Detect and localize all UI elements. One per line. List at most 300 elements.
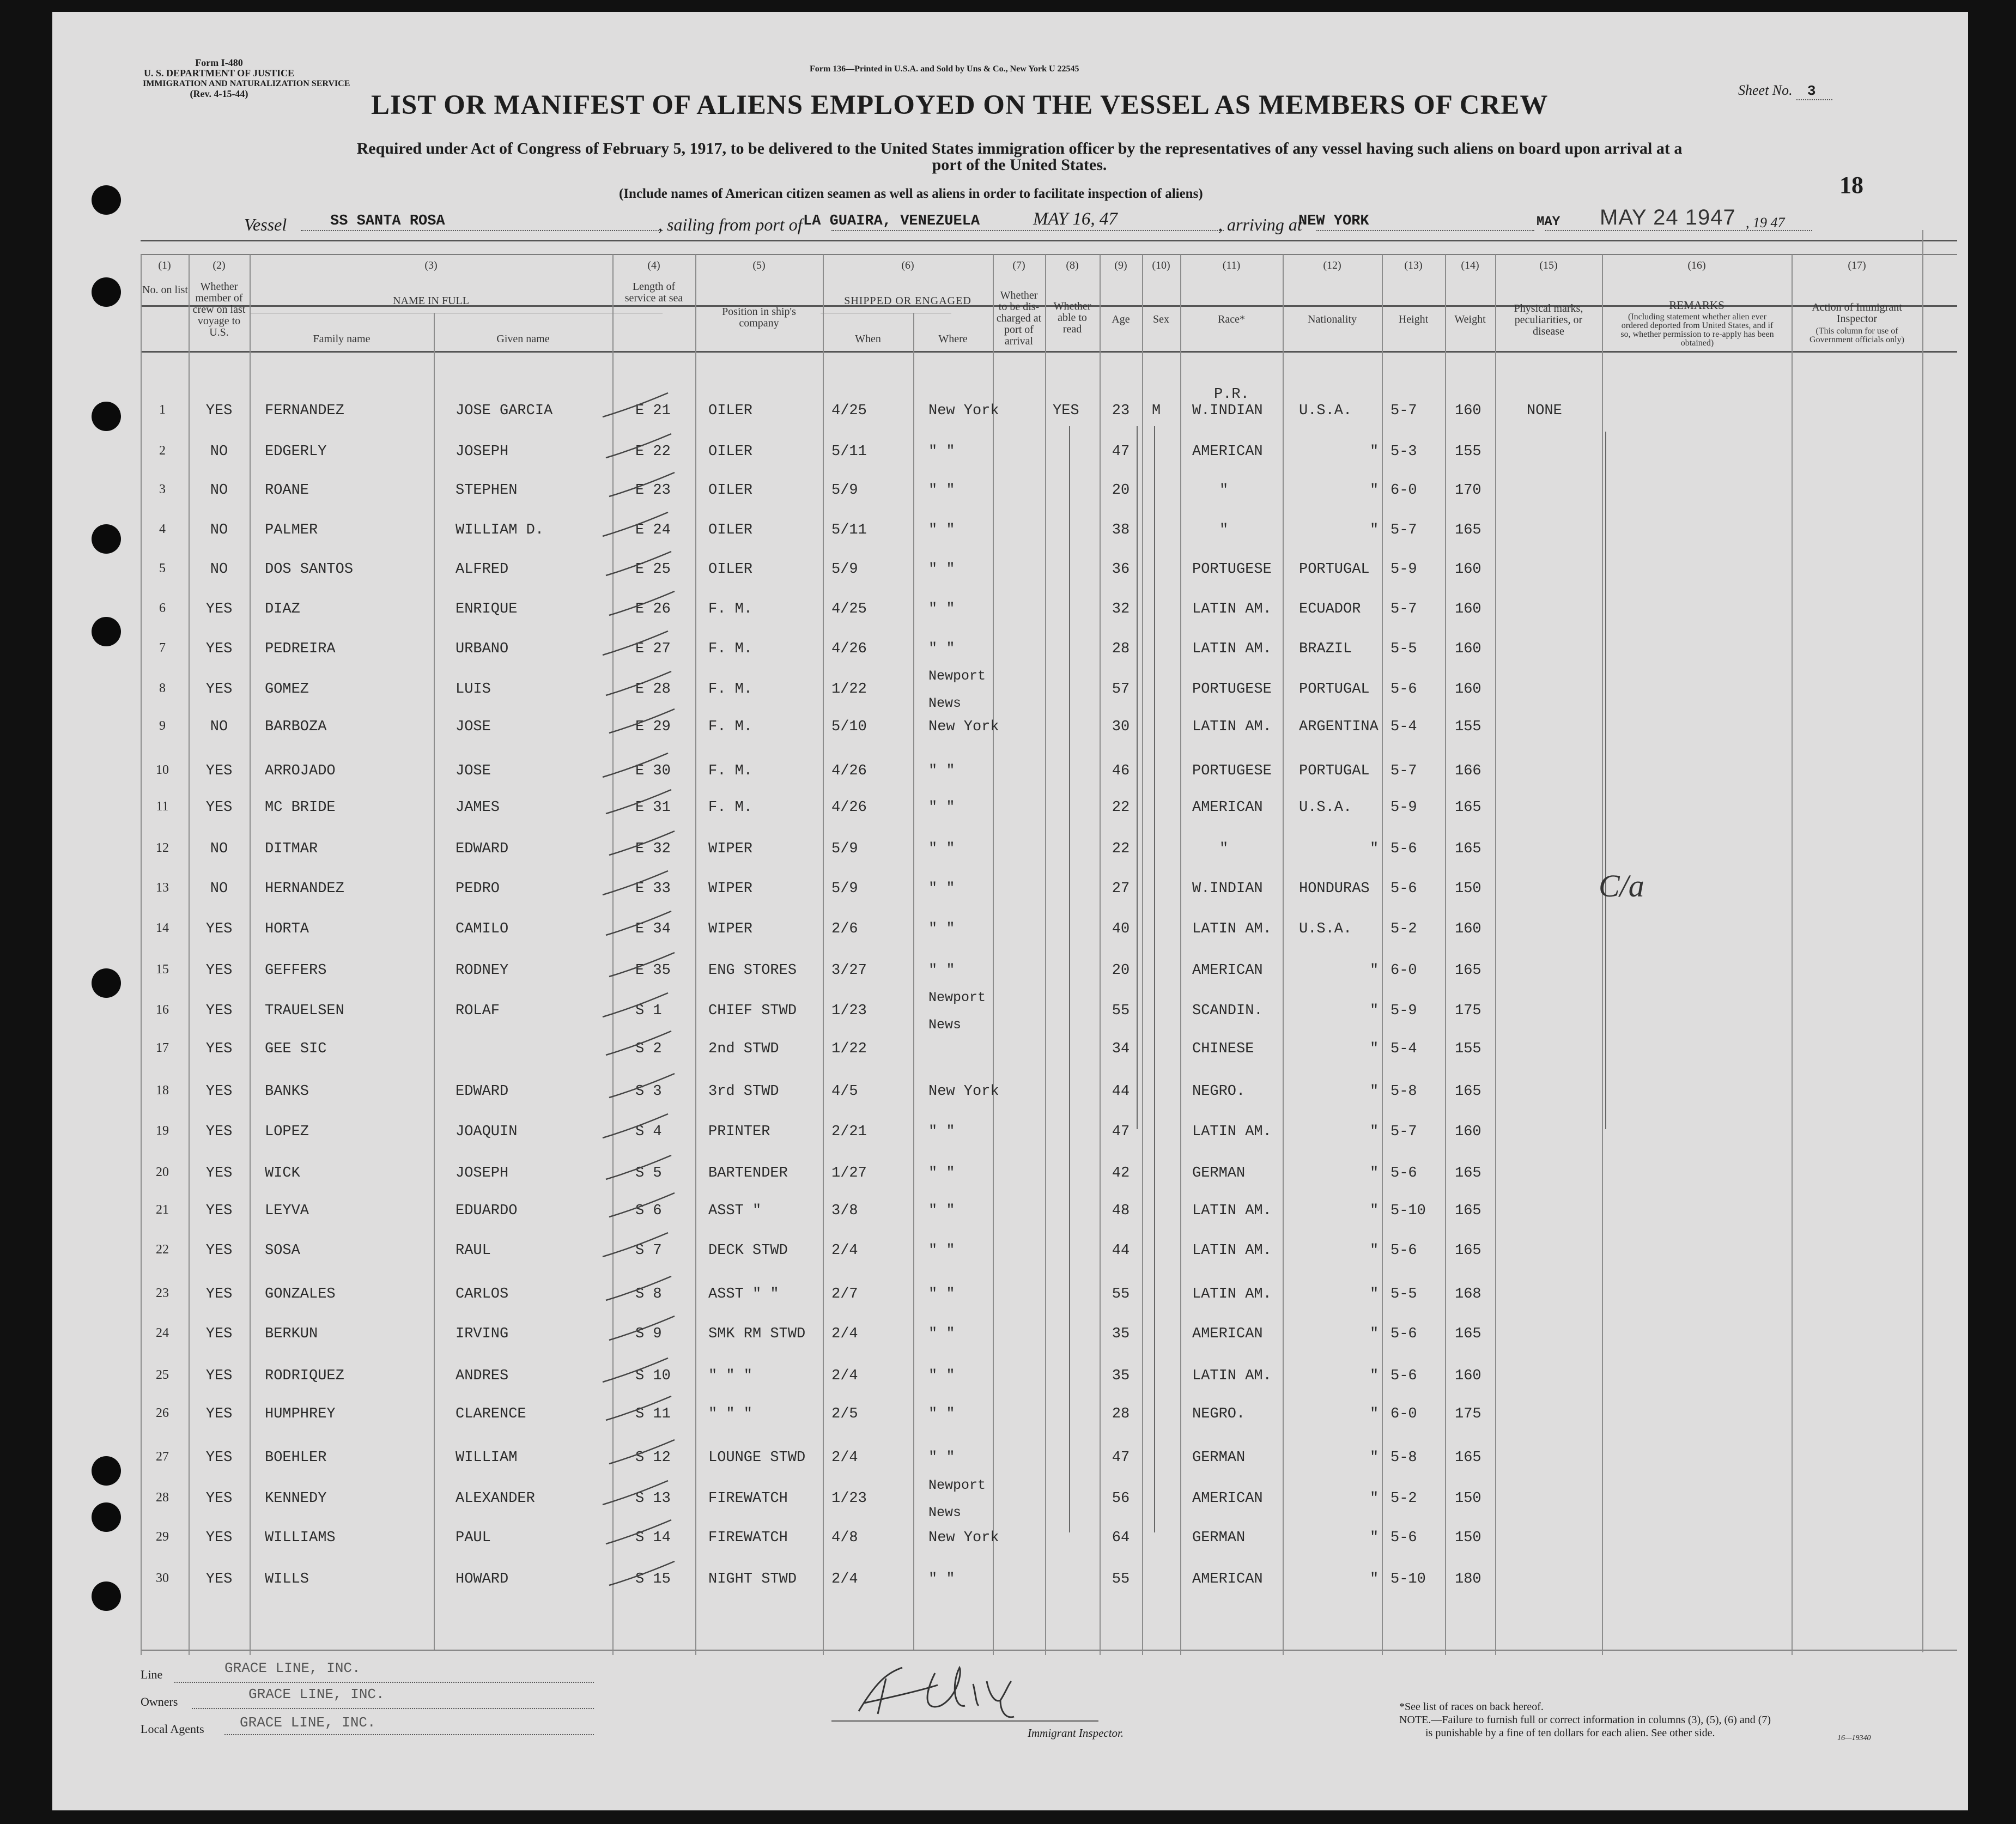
cell-no: 26 [156,1406,169,1420]
cell-race: PORTUGESE [1192,561,1272,578]
check-mark-icon [597,627,673,659]
cell-given: EDWARD [456,841,509,857]
cell-family: BARBOZA [265,719,327,735]
header-nationality: Nationality [1308,313,1357,325]
col-number: (11) [1222,259,1241,271]
cell-crew: YES [205,1490,233,1507]
cell-crew: YES [205,962,233,979]
check-mark-icon [597,866,673,899]
cell-service: S 2 [635,1041,662,1057]
header-when: When [855,333,881,345]
line-value: GRACE LINE, INC. [224,1660,361,1676]
cell-weight: 165 [1455,1203,1481,1219]
cell-given: STEPHEN [456,482,518,499]
check-mark-icon [604,1069,680,1102]
cell-position: FIREWATCH [708,1490,788,1507]
cell-position: 3rd STWD [708,1083,779,1100]
cell-service: E 21 [635,403,671,419]
cell-given: JOSE [456,763,491,779]
cell-service: S 10 [635,1368,671,1384]
cell-race: GERMAN [1192,1165,1246,1181]
cell-nat: U.S.A. [1299,799,1352,816]
header-weight: Weight [1454,313,1486,325]
cell-nat: PORTUGAL [1299,561,1370,578]
cell-race-note: P.R. [1214,386,1249,403]
cell-no: 24 [156,1326,169,1340]
cell-height: 5-2 [1390,921,1417,937]
header-given-name: Given name [496,333,550,345]
col-number: (9) [1114,259,1127,271]
cell-nat: PORTUGAL [1299,681,1370,698]
cell-crew: YES [205,921,233,937]
cell-age: 47 [1112,444,1130,460]
cell-crew: YES [205,1041,233,1057]
cell-age: 22 [1112,799,1130,816]
cell-race: GERMAN [1192,1450,1246,1466]
col-number: (16) [1687,259,1706,271]
cell-given: JOSE GARCIA [456,403,553,419]
check-mark-icon [597,1110,673,1142]
cell-nat: BRAZIL [1299,641,1352,657]
col-number: (3) [424,259,438,271]
cell-given: IRVING [456,1326,509,1342]
cell-where: " " [928,1165,955,1181]
cell-position: ASST " [708,1203,762,1219]
cell-age: 55 [1112,1003,1130,1019]
vessel-name: SS SANTA ROSA [330,213,445,229]
cell-family: HUMPHREY [265,1406,336,1422]
cell-family: WILLS [265,1571,309,1587]
cell-service: S 4 [635,1124,662,1140]
header-height: Height [1398,313,1429,325]
cell-service: S 9 [635,1326,662,1342]
cell-where: " " [928,522,955,538]
cell-position: " " " [708,1406,753,1422]
cell-family: WICK [265,1165,300,1181]
sailing-date: MAY 16, 47 [1033,209,1118,229]
cell-age: 47 [1112,1124,1130,1140]
cell-weight: 166 [1455,763,1481,779]
header-inspector-detail: (This column for use of Government officials only) [1809,326,1904,344]
cell-family: DITMAR [265,841,318,857]
cell-service: S 14 [635,1530,671,1546]
cell-race: LATIN AM. [1192,1243,1272,1259]
service-name: IMMIGRATION AND NATURALIZATION SERVICE [143,79,350,88]
cell-crew: YES [205,1571,233,1587]
cell-where: " " [928,1571,955,1587]
cell-given: CAMILO [456,921,509,937]
cell-given: ENRIQUE [456,601,518,617]
arrival-date-stamp: MAY 24 1947 [1600,205,1736,229]
cell-where: " " [928,1406,955,1422]
penalty-note: NOTE.—Failure to furnish full or correct information in columns (3), (5), (6) and (7) [1399,1714,1771,1726]
cell-race: AMERICAN [1192,1571,1263,1587]
cell-race: AMERICAN [1192,1326,1263,1342]
cell-where: " " [928,1368,955,1384]
cell-weight: 150 [1455,881,1481,897]
cell-where-line2: News [928,695,962,711]
subtitle-instruction: (Include names of American citizen seamen as well as aliens in order to facilitate inspection of aliens) [619,186,1203,201]
ditto-line [1154,426,1155,1532]
cell-height: 5-9 [1390,561,1417,578]
cell-family: BERKUN [265,1326,318,1342]
cell-service: S 1 [635,1003,662,1019]
cell-age: 48 [1112,1203,1130,1219]
cell-given: RAUL [456,1243,491,1259]
cell-height: 6-0 [1390,1406,1417,1422]
cell-race: LATIN AM. [1192,601,1272,617]
cell-height: 5-7 [1390,601,1417,617]
cell-position: NIGHT STWD [708,1571,797,1587]
cell-service: S 8 [635,1286,662,1302]
cell-position: OILER [708,403,753,419]
cell-race: NEGRO. [1192,1083,1246,1100]
punch-hole [92,1502,121,1532]
cell-position: LOUNGE STWD [708,1450,806,1466]
cell-nat: U.S.A. [1299,921,1352,937]
cell-weight: 165 [1455,841,1481,857]
check-mark-icon [604,705,680,737]
cell-service: E 27 [635,641,671,657]
cell-position: DECK STWD [708,1243,788,1259]
cell-position: FIREWATCH [708,1530,788,1546]
cell-when: 1/23 [831,1003,867,1019]
cell-crew: YES [205,763,233,779]
cell-no: 7 [159,641,166,655]
check-mark-icon [597,1354,673,1386]
cell-weight: 160 [1455,1368,1481,1384]
cell-service: E 31 [635,799,671,816]
cell-given: WILLIAM [456,1450,518,1466]
cell-position: WIPER [708,841,753,857]
cell-where: " " [928,601,955,617]
form-number: Form I-480 [195,57,243,68]
cell-race: " [1219,841,1229,857]
check-mark-icon [600,1516,677,1548]
cell-given: ROLAF [456,1003,500,1019]
cell-nat: " [1370,1368,1379,1384]
check-mark-icon [604,948,680,981]
cell-no: 5 [159,561,166,575]
cell-weight: 160 [1455,561,1481,578]
sheet-number: 3 [1796,83,1832,100]
cell-height: 5-6 [1390,1530,1417,1546]
cell-where: " " [928,444,955,460]
cell-age: 23 [1112,403,1130,419]
cell-no: 17 [156,1041,169,1055]
cell-age: 34 [1112,1041,1130,1057]
cell-height: 5-9 [1390,1003,1417,1019]
cell-service: E 33 [635,881,671,897]
header-no-on-list: No. on list [142,284,188,296]
punch-hole [92,1581,121,1611]
cell-service: S 7 [635,1243,662,1259]
penalty-note-cont: is punishable by a fine of ten dollars for each alien. See other side. [1425,1727,1715,1739]
cell-crew: YES [205,799,233,816]
cell-when: 5/10 [831,719,867,735]
check-mark-icon [604,468,680,501]
cell-nat: " [1370,1490,1379,1507]
subtitle-line-2: port of the United States. [932,156,1107,174]
cell-weight: 170 [1455,482,1481,499]
col-number: (8) [1066,259,1079,271]
cell-age: 22 [1112,841,1130,857]
check-mark-icon [600,1151,677,1184]
cell-height: 5-8 [1390,1083,1417,1100]
cell-crew: YES [205,1326,233,1342]
cell-where: Newport [928,1477,986,1493]
cell-family: PALMER [265,522,318,538]
cell-height: 5-6 [1390,1243,1417,1259]
sailing-label: , sailing from port of [658,215,803,234]
cell-service: S 5 [635,1165,662,1181]
cell-no: 15 [156,962,169,977]
col-number: (6) [901,259,914,271]
cell-weight: 150 [1455,1490,1481,1507]
cell-position: SMK RM STWD [708,1326,806,1342]
col-number: (15) [1539,259,1558,271]
cell-race: LATIN AM. [1192,921,1272,937]
cell-no: 6 [159,601,166,615]
check-mark-icon [604,1189,680,1221]
cell-where: " " [928,881,955,897]
cell-where: " " [928,763,955,779]
cell-crew: YES [205,403,233,419]
cell-age: 44 [1112,1243,1130,1259]
cell-height: 5-7 [1390,1124,1417,1140]
cell-weight: 160 [1455,681,1481,698]
cell-height: 5-10 [1390,1203,1426,1219]
cell-crew: NO [210,522,228,538]
cell-nat: " [1370,1530,1379,1546]
cell-weight: 180 [1455,1571,1481,1587]
cell-nat: ARGENTINA [1299,719,1379,735]
arrival-year: , 19 47 [1746,215,1785,231]
cell-family: EDGERLY [265,444,327,460]
cell-nat: " [1370,1203,1379,1219]
punch-hole [92,402,121,431]
cell-position: CHIEF STWD [708,1003,797,1019]
cell-when: 3/8 [831,1203,858,1219]
corner-number: 18 [1839,172,1863,198]
cell-weight: 175 [1455,1406,1481,1422]
cell-where: " " [928,841,955,857]
cell-position: F. M. [708,799,753,816]
cell-height: 5-2 [1390,1490,1417,1507]
col-number: (12) [1323,259,1341,271]
department: U. S. DEPARTMENT OF JUSTICE [143,68,295,78]
handwritten-remark: C/a [1599,868,1644,904]
check-mark-icon [604,1435,680,1468]
cell-family: GEE SIC [265,1041,327,1057]
cell-when: 2/7 [831,1286,858,1302]
cell-given: WILLIAM D. [456,522,544,538]
cell-service: S 3 [635,1083,662,1100]
cell-crew: YES [205,1368,233,1384]
cell-age: 44 [1112,1083,1130,1100]
cell-nat: " [1370,1450,1379,1466]
check-mark-icon [597,389,673,421]
cell-age: 56 [1112,1490,1130,1507]
cell-race: AMERICAN [1192,962,1263,979]
cell-when: 4/8 [831,1530,858,1546]
cell-race: W.INDIAN [1192,403,1263,419]
cell-no: 21 [156,1203,169,1217]
inspector-label: Immigrant Inspector. [1028,1726,1124,1740]
cell-nat: " [1370,1003,1379,1019]
cell-no: 30 [156,1571,169,1585]
cell-age: 20 [1112,962,1130,979]
cell-when: 5/11 [831,522,867,538]
punch-hole [92,968,121,998]
col-number: (7) [1012,259,1025,271]
line-label: Line [141,1668,163,1681]
cell-crew: YES [205,641,233,657]
cell-race: W.INDIAN [1192,881,1263,897]
cell-position: WIPER [708,921,753,937]
cell-given: ALEXANDER [456,1490,535,1507]
cell-nat: " [1370,1243,1379,1259]
cell-given: CLARENCE [456,1406,526,1422]
sheet-number-field [1738,82,1832,99]
check-mark-icon [600,907,677,940]
cell-no: 14 [156,921,169,935]
cell-when: 1/22 [831,681,867,698]
cell-given: EDWARD [456,1083,509,1100]
check-mark-icon [604,827,680,859]
header-sex: Sex [1153,313,1169,325]
cell-family: LOPEZ [265,1124,309,1140]
cell-family: ARROJADO [265,763,336,779]
ditto-line [1605,432,1606,1129]
cell-height: 5-7 [1390,403,1417,419]
cell-given: PAUL [456,1530,491,1546]
cell-position: F. M. [708,763,753,779]
cell-nat: ECUADOR [1299,601,1361,617]
revision-date: (Rev. 4-15-44) [190,88,248,99]
cell-no: 1 [159,403,166,417]
header-race: Race* [1218,313,1245,325]
cell-family: BANKS [265,1083,309,1100]
cell-nat: " [1370,841,1379,857]
cell-height: 6-0 [1390,482,1417,499]
cell-when: 4/26 [831,763,867,779]
cell-sex: M [1152,403,1161,419]
cell-race: LATIN AM. [1192,1286,1272,1302]
cell-given: CARLOS [456,1286,509,1302]
cell-when: 2/5 [831,1406,858,1422]
cell-when: 1/23 [831,1490,867,1507]
check-mark-icon [597,749,673,781]
cell-race: AMERICAN [1192,799,1263,816]
cell-service: E 30 [635,763,671,779]
cell-weight: 165 [1455,1326,1481,1342]
cell-height: 5-7 [1390,522,1417,538]
cell-where: " " [928,962,955,979]
cell-age: 28 [1112,1406,1130,1422]
col-number: (2) [212,259,226,271]
cell-nat: " [1370,444,1379,460]
cell-given: JOSEPH [456,1165,509,1181]
cell-family: GONZALES [265,1286,336,1302]
cell-height: 5-6 [1390,841,1417,857]
cell-height: 5-5 [1390,1286,1417,1302]
check-mark-icon [600,429,677,462]
cell-crew: NO [210,719,228,735]
ditto-line [1069,426,1070,1532]
cell-family: RODRIQUEZ [265,1368,344,1384]
header-length-of-service: Length of service at sea [624,281,683,304]
col-number: (13) [1404,259,1423,271]
cell-age: 35 [1112,1326,1130,1342]
manifest-title: LIST OR MANIFEST OF ALIENS EMPLOYED ON THE VESSEL AS MEMBERS OF CREW [371,90,1549,120]
cell-service: S 11 [635,1406,671,1422]
cell-position: ASST " " [708,1286,779,1302]
form-id-block [143,57,350,99]
cell-when: 1/22 [831,1041,867,1057]
cell-family: PEDREIRA [265,641,336,657]
cell-service: E 26 [635,601,671,617]
cell-family: TRAUELSEN [265,1003,344,1019]
cell-crew: YES [205,681,233,698]
cell-height: 5-6 [1390,1165,1417,1181]
cell-age: 46 [1112,763,1130,779]
col-number: (5) [752,259,766,271]
cell-crew: NO [210,444,228,460]
header-inspector-action: Action of Immigrant Inspector [1812,301,1902,325]
cell-position: OILER [708,482,753,499]
cell-crew: NO [210,881,228,897]
cell-weight: 160 [1455,601,1481,617]
cell-race: PORTUGESE [1192,681,1272,698]
cell-nat: " [1370,522,1379,538]
cell-weight: 160 [1455,921,1481,937]
cell-nat: HONDURAS [1299,881,1370,897]
cell-position: ENG STORES [708,962,797,979]
check-mark-icon [604,1312,680,1344]
cell-race: NEGRO. [1192,1406,1246,1422]
cell-height: 5-3 [1390,444,1417,460]
cell-when: 2/4 [831,1243,858,1259]
cell-race: CHINESE [1192,1041,1254,1057]
check-mark-icon [600,1272,677,1305]
cell-height: 5-5 [1390,641,1417,657]
cell-age: 55 [1112,1286,1130,1302]
cell-no: 4 [159,522,166,536]
header-shipped-engaged: SHIPPED OR ENGAGED [844,295,971,307]
cell-no: 3 [159,482,166,496]
cell-service: S 12 [635,1450,671,1466]
col-number: (14) [1461,259,1479,271]
manifest-sheet [52,12,1968,1810]
header-name-in-full: NAME IN FULL [393,295,469,307]
owners-value: GRACE LINE, INC. [248,1686,385,1702]
cell-race: LATIN AM. [1192,719,1272,735]
punch-hole [92,1456,121,1486]
cell-when: 2/4 [831,1450,858,1466]
cell-crew: YES [205,1203,233,1219]
cell-given: HOWARD [456,1571,509,1587]
header-crew-last-voyage: Whether member of crew on last voyage to U.S. [192,281,246,338]
cell-weight: 165 [1455,1450,1481,1466]
cell-when: 4/25 [831,403,867,419]
cell-family: MC BRIDE [265,799,336,816]
cell-given: JOSEPH [456,444,509,460]
cell-where: New York [928,719,999,735]
header-age: Age [1112,313,1130,325]
punch-hole [92,524,121,554]
header-discharged: Whether to be dis-charged at port of arrival [996,289,1042,347]
